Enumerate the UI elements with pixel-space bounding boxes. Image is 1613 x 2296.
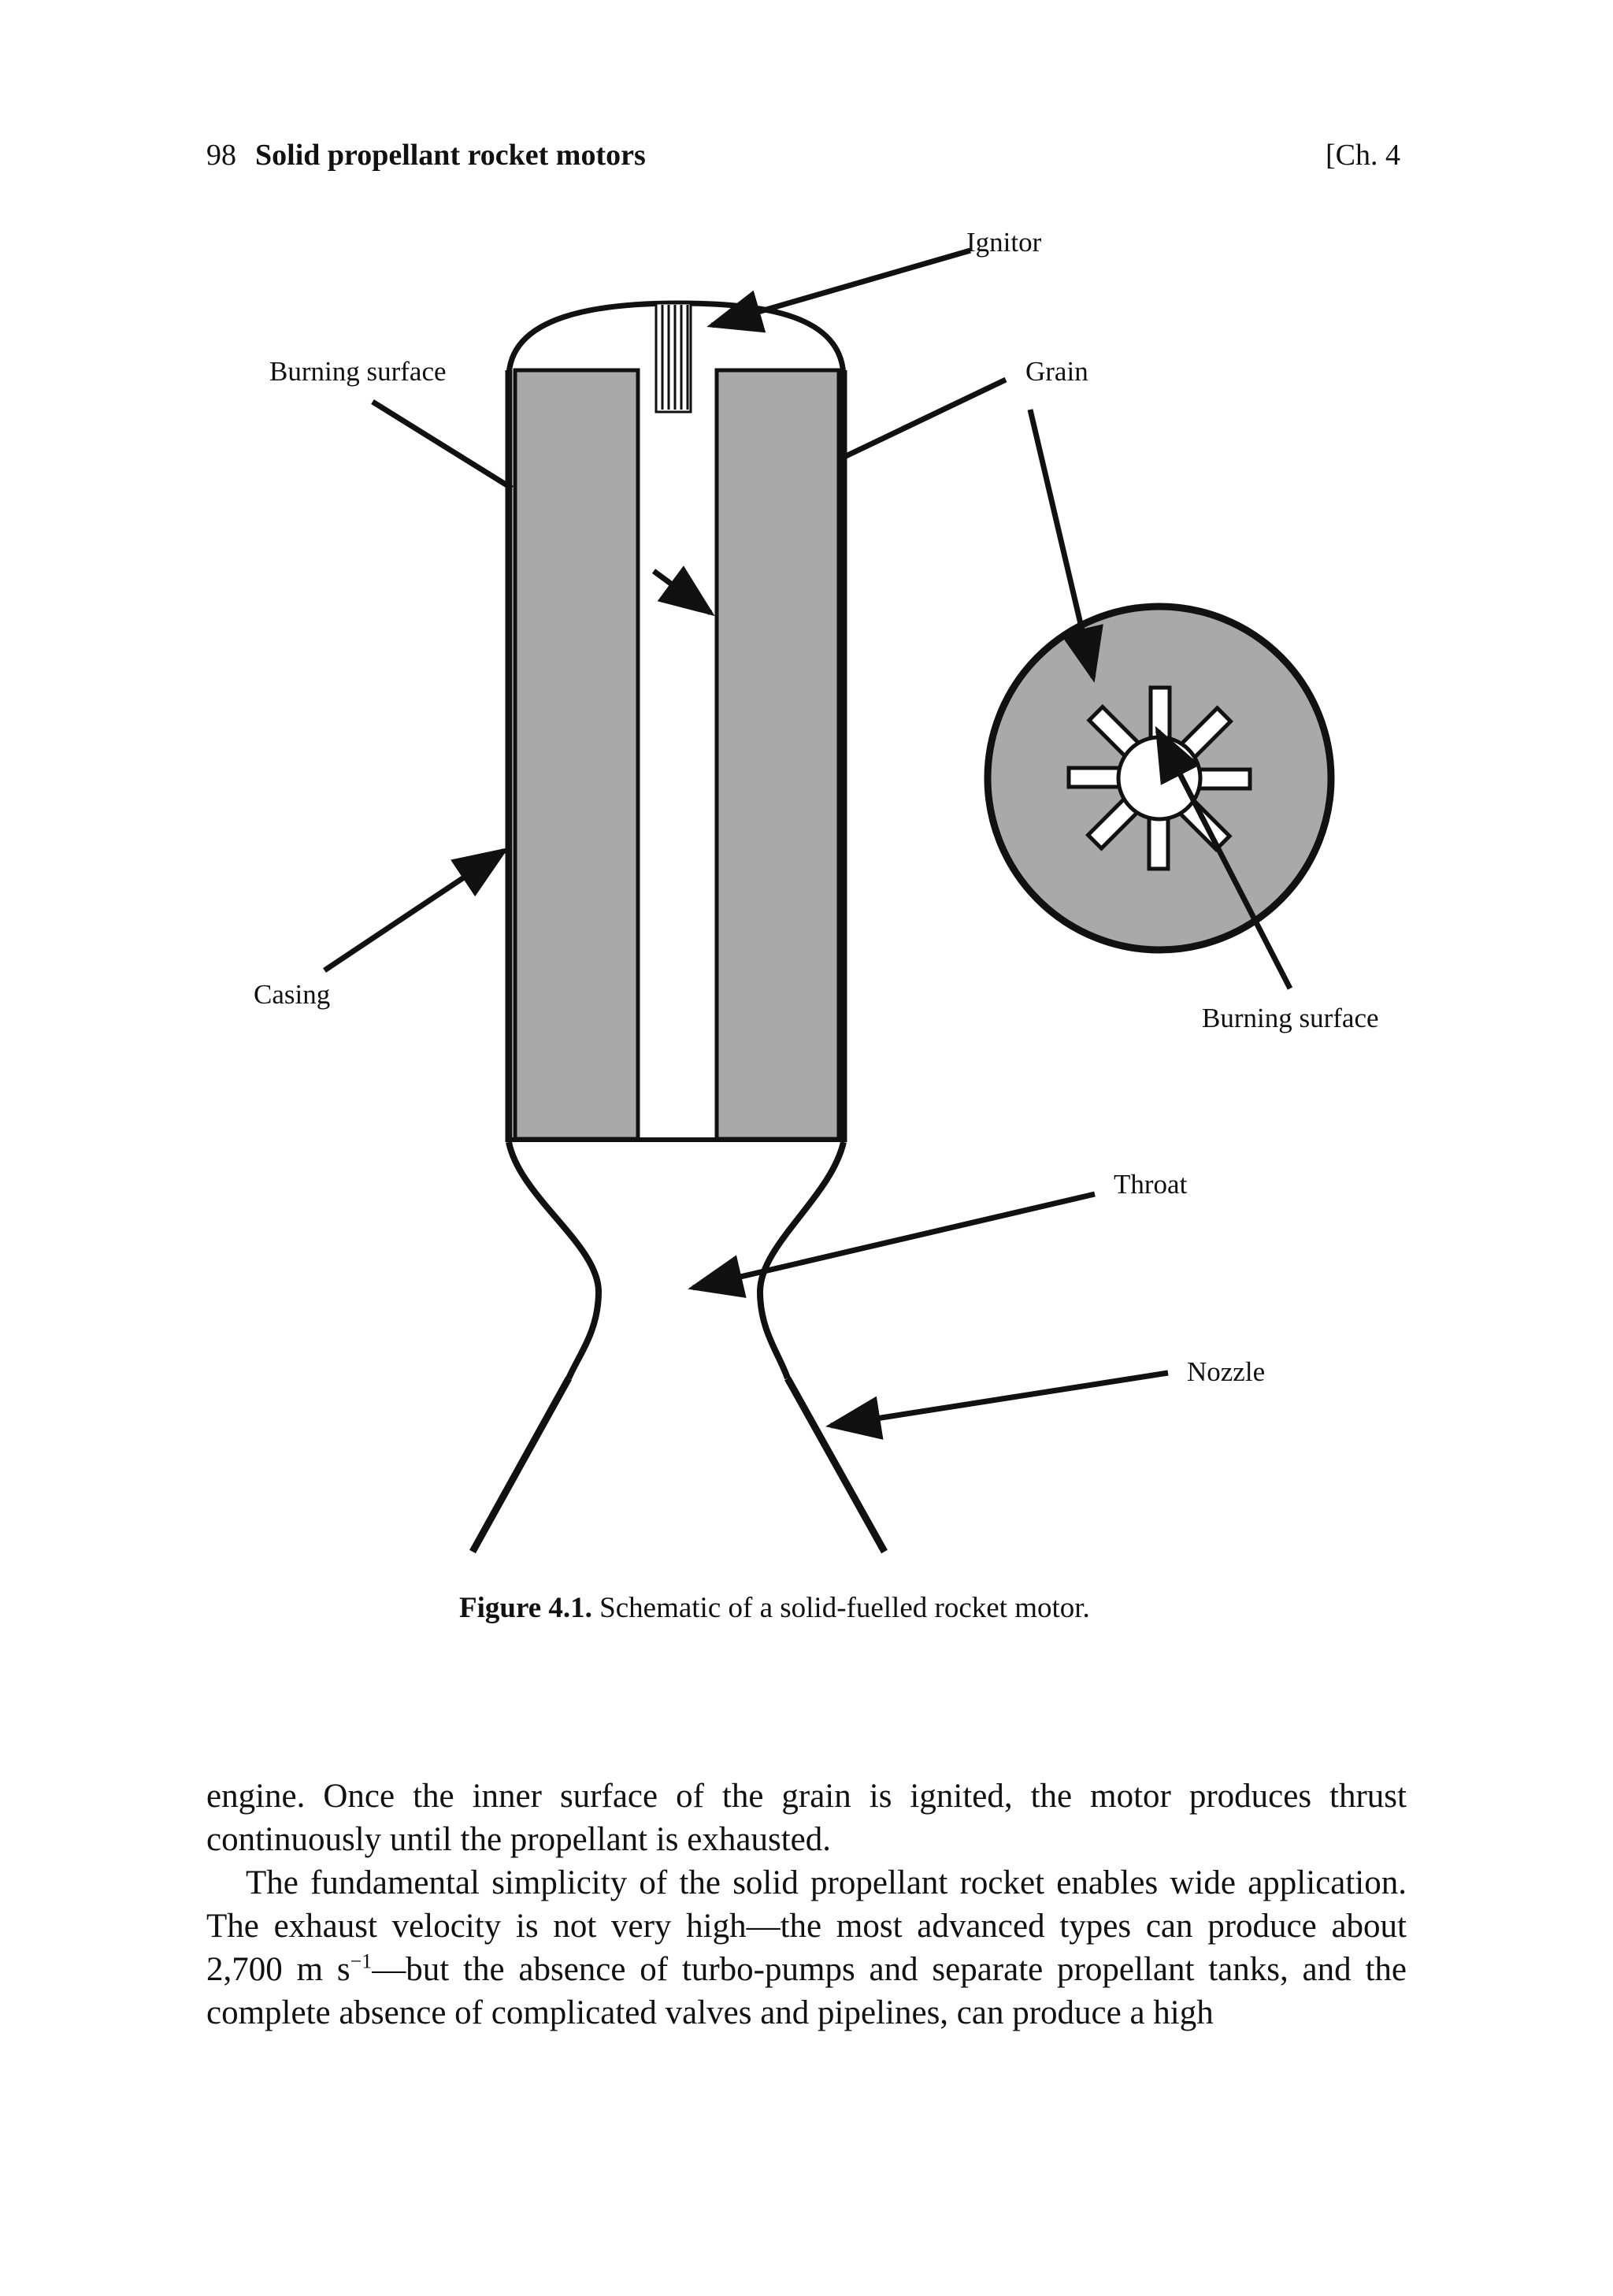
label-throat: Throat (1114, 1169, 1188, 1200)
nozzle-arrow (831, 1373, 1168, 1426)
ignitor-device (656, 303, 691, 412)
grain-leader (844, 380, 1006, 457)
nozzle-left-contour (509, 1142, 599, 1378)
label-ignitor: Ignitor (966, 227, 1042, 258)
label-grain: Grain (1025, 356, 1088, 387)
label-burning-surface-right: Burning surface (1202, 1003, 1379, 1033)
nozzle-left-flare (473, 1378, 569, 1552)
label-burning-surface-left: Burning surface (269, 356, 447, 387)
caption-label: Figure 4.1. (459, 1592, 592, 1624)
burning-surface-left-arrow (654, 571, 710, 613)
nozzle-right-flare (788, 1378, 884, 1552)
burning-surface-left-leader (373, 402, 512, 488)
chapter-label: [Ch. 4 (1326, 139, 1400, 172)
label-casing: Casing (254, 979, 331, 1010)
casing-arrow (324, 851, 504, 970)
grain-cross-section (988, 606, 1331, 950)
running-title: Solid propellant rocket motors (255, 139, 646, 172)
throat-arrow (693, 1194, 1095, 1288)
label-nozzle: Nozzle (1187, 1356, 1266, 1387)
para2-text-a: The fundamental simplicity of the solid propellant rocket enables wide application. The exhaust velocity is not very high—the most advanced types can produce about 2,700 m s (206, 1864, 1407, 1988)
page-number: 98 (206, 139, 236, 172)
caption-text: Schematic of a solid-fuelled rocket motor. (599, 1592, 1090, 1624)
grain-left (515, 370, 638, 1139)
grain-right (717, 370, 839, 1139)
star-perforation (1069, 688, 1250, 869)
body-paragraph-2 (206, 1861, 1407, 2035)
body-paragraph-1: engine. Once the inner surface of the grain is ignited, the motor produces thrust continuously until the propellant is exhausted. (206, 1778, 1407, 1858)
figure-caption (459, 1591, 1090, 1625)
unit-exponent: −1 (350, 1949, 373, 1973)
ignitor-arrow (712, 250, 970, 325)
para2-text-b: —but the absence of turbo-pumps and separate propellant tanks, and the complete absence of complicated valves and pipelines, can produce a high (206, 1951, 1407, 2031)
